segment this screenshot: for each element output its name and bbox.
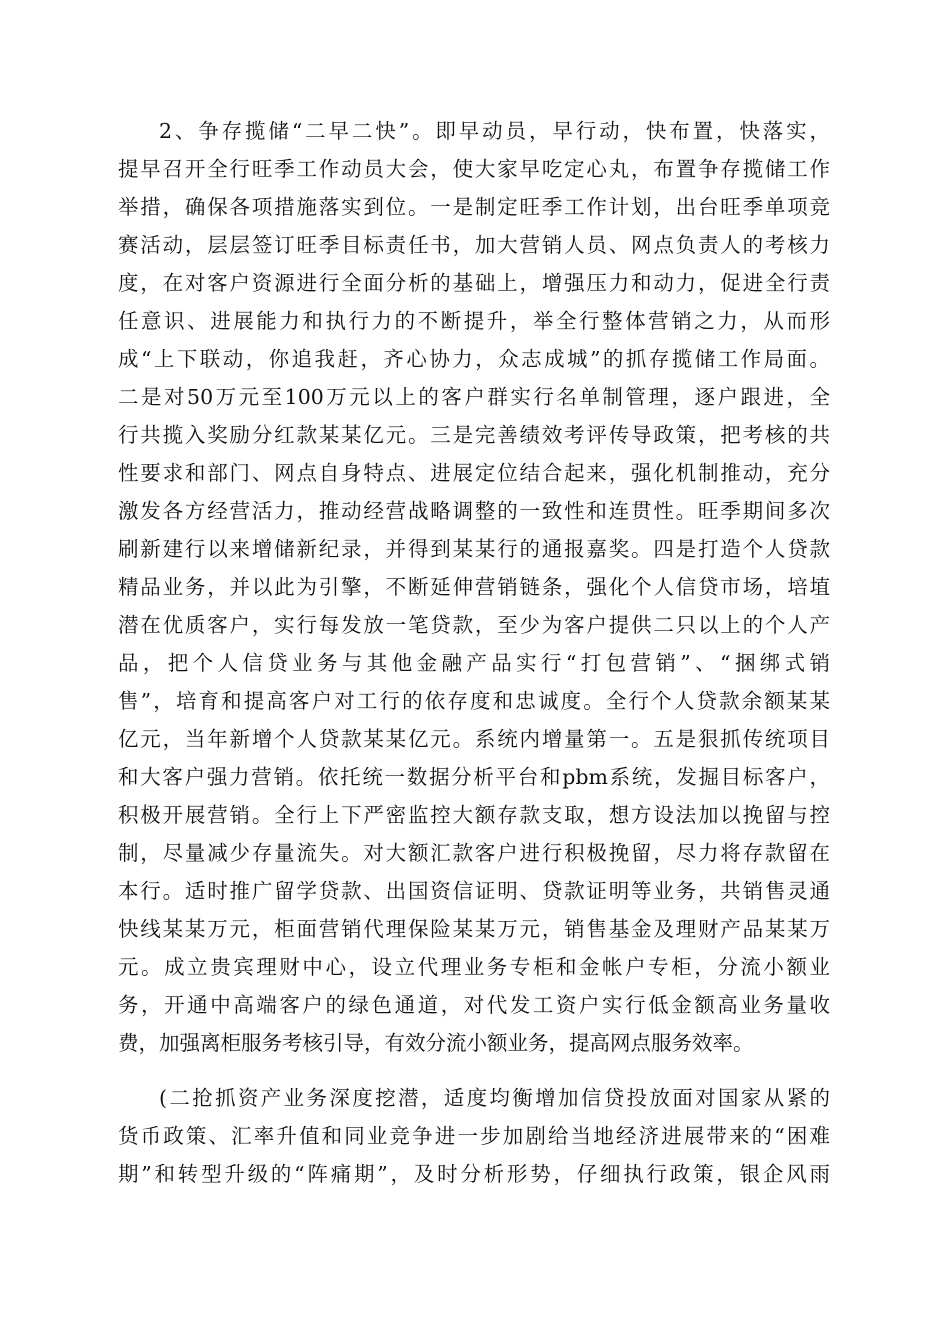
text-line: 货币政策、汇率升值和同业竞争进一步加剧给当地经济进展带来的“困难 — [118, 1124, 830, 1148]
paragraph-spacer — [118, 1062, 830, 1079]
text-line: 精品业务，并以此为引擎，不断延伸营销链条，强化个人信贷市场，培埴 — [118, 575, 830, 599]
text-line: 二是对50万元至100万元以上的客户群实行名单制管理，逐户跟进，全 — [118, 385, 830, 409]
text-line: 举措，确保各项措施落实到位。一是制定旺季工作计划，出台旺季单项竞 — [118, 195, 830, 219]
text-line: 度，在对客户资源进行全面分析的基础上，增强压力和动力，促进全行责 — [118, 271, 830, 295]
text-line: 售”，培育和提高客户对工行的依存度和忠诚度。全行个人贷款余额某某 — [118, 689, 830, 713]
text-line: 潜在优质客户，实行每发放一笔贷款，至少为客户提供二只以上的个人产 — [118, 613, 830, 637]
text-line: 期”和转型升级的“阵痛期”，及时分析形势，仔细执行政策，银企风雨 — [118, 1162, 830, 1186]
document-body — [118, 112, 830, 1193]
text-line: 费，加强离柜服务考核引导，有效分流小额业务，提高网点服务效率。 — [118, 1031, 754, 1055]
text-line: 任意识、进展能力和执行力的不断提升，举全行整体营销之力，从而形 — [118, 309, 830, 333]
text-line: 和大客户强力营销。依托统一数据分析平台和pbm系统，发掘目标客户， — [118, 765, 830, 789]
text-line: 快线某某万元，柜面营销代理保险某某万元，销售基金及理财产品某某万 — [118, 917, 830, 941]
text-line: 2、争存揽储“二早二快”。即早动员，早行动，快布置，快落实， — [159, 119, 830, 143]
text-line: 赛活动，层层签订旺季目标责任书，加大营销人员、网点负责人的考核力 — [118, 233, 830, 257]
text-line: 亿元，当年新增个人贷款某某亿元。系统内增量第一。五是狠抓传统项目 — [118, 727, 830, 751]
text-line: 积极开展营销。全行上下严密监控大额存款支取，想方设法加以挽留与控 — [118, 803, 830, 827]
text-line: 制，尽量减少存量流失。对大额汇款客户进行积极挽留，尽力将存款留在 — [118, 841, 830, 865]
text-line: 元。成立贵宾理财中心，设立代理业务专柜和金帐户专柜，分流小额业 — [118, 955, 830, 979]
text-line: 成“上下联动，你追我赶，齐心协力，众志成城”的抓存揽储工作局面。 — [118, 347, 830, 371]
paragraph-deposit-campaign — [118, 112, 830, 1062]
paragraph-asset-business — [118, 1079, 830, 1193]
text-line: 刷新建行以来增储新纪录，并得到某某行的通报嘉奖。四是打造个人贷款 — [118, 537, 830, 561]
text-line: (二抢抓资产业务深度挖潜，适度均衡增加信贷投放面对国家从紧的 — [159, 1086, 830, 1110]
text-line: 务，开通中高端客户的绿色通道，对代发工资户实行低金额高业务量收 — [118, 993, 830, 1017]
text-line: 品，把个人信贷业务与其他金融产品实行“打包营销”、“捆绑式销 — [118, 651, 830, 675]
text-line: 本行。适时推广留学贷款、出国资信证明、贷款证明等业务，共销售灵通 — [118, 879, 830, 903]
text-line: 激发各方经营活力，推动经营战略调整的一致性和连贯性。旺季期间多次 — [118, 499, 830, 523]
text-line: 提早召开全行旺季工作动员大会，使大家早吃定心丸，布置争存揽储工作 — [118, 157, 830, 181]
text-line: 行共揽入奖励分红款某某亿元。三是完善绩效考评传导政策，把考核的共 — [118, 423, 830, 447]
text-line: 性要求和部门、网点自身特点、进展定位结合起来，强化机制推动，充分 — [118, 461, 830, 485]
